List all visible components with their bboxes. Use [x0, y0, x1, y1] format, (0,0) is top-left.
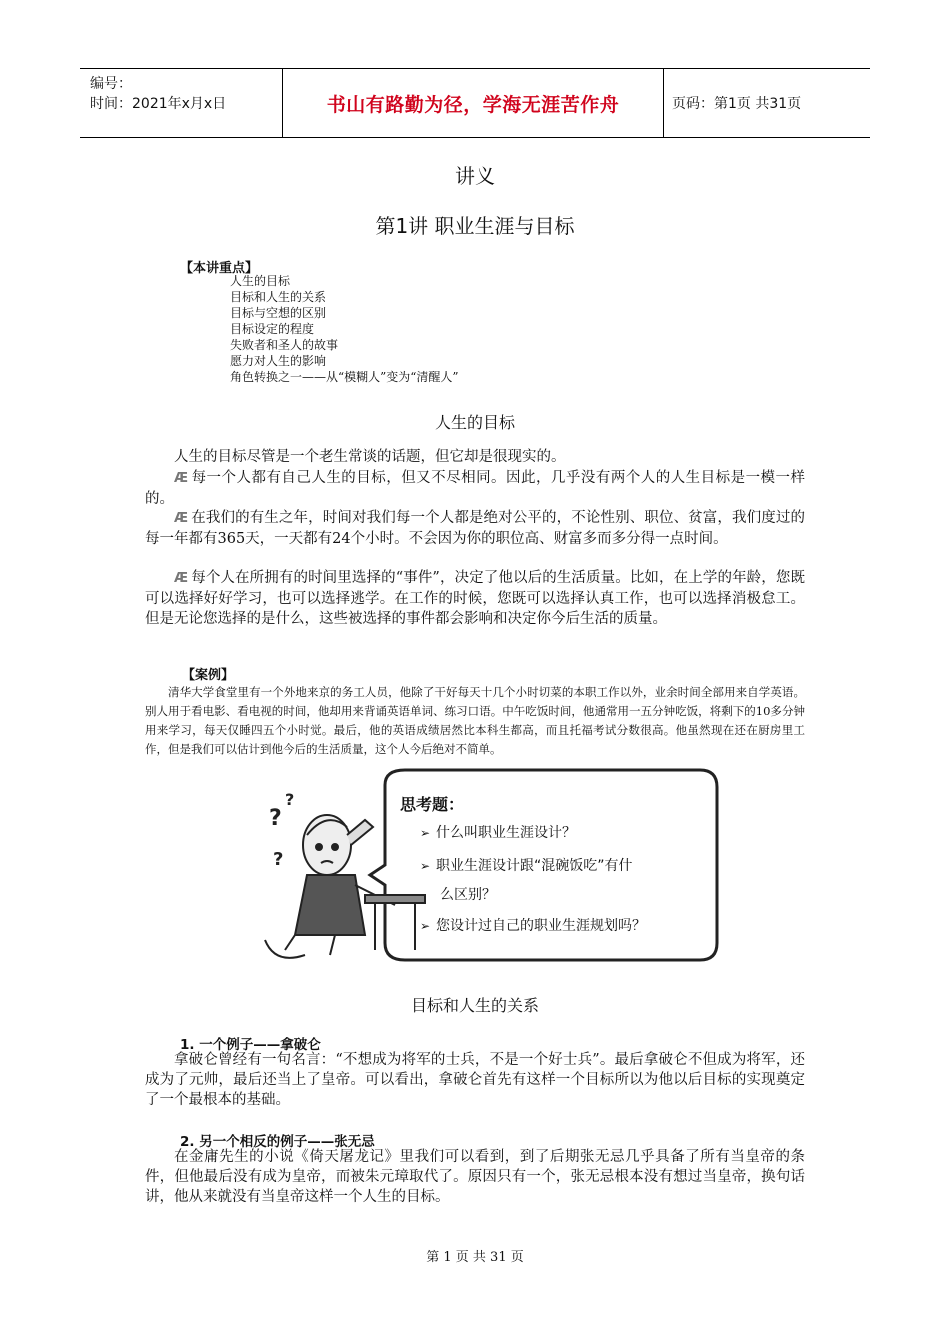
keypoint-item: 角色转换之一——从“模糊人”变为“清醒人”	[230, 370, 459, 384]
case-heading: 【案例】	[182, 668, 235, 683]
think-title: 思考题：	[400, 795, 465, 814]
think-question-cont: 么区别？	[440, 887, 496, 903]
section1-bullet	[145, 508, 805, 549]
keypoint-item: 失败者和圣人的故事	[230, 338, 339, 352]
think-question-text: 您设计过自己的职业生涯规划吗？	[436, 918, 646, 934]
bullet-glyph: Æ	[174, 471, 189, 486]
bullet-text: 每一个人都有自己人生的目标，但又不尽相同。因此，几乎没有两个人的人生目标是一模一样的。	[145, 470, 805, 507]
think-question-text: 职业生涯设计跟“混碗饭吃”有什	[436, 858, 633, 874]
page-footer: 第 1 页 共 31 页	[426, 1250, 524, 1265]
question-marks-icon	[269, 790, 294, 870]
header-motto-cell	[282, 69, 664, 137]
sub1-text: 拿破仑曾经有一句名言：“不想成为将军的士兵，不是一个好士兵”。最后拿破仑不但成为将军，还成为了元帅，最后还当上了皇帝。可以看出，拿破仑首先有这样一个目标所以为他以后目标的实现奠定了一个最根本的基础。	[145, 1052, 805, 1108]
keypoint-item: 目标和人生的关系	[230, 290, 327, 304]
svg-text:?: ?	[285, 790, 295, 809]
header-page-cell	[664, 69, 870, 137]
code-label: 编号：	[90, 76, 132, 92]
section-heading-life-goal: 人生的目标	[434, 413, 515, 432]
motto: 书山有路勤为径，学海无涯苦作舟	[326, 93, 620, 116]
document-header	[80, 68, 870, 138]
keypoints-list	[230, 273, 459, 385]
sub2-heading: 2. 另一个相反的例子——张无忌	[180, 1134, 375, 1150]
date-label: 时间：2021年x月x日	[90, 96, 227, 112]
header-meta	[80, 69, 280, 137]
page-info: 页码：第1页 共31页	[672, 96, 802, 112]
section1-intro: 人生的目标尽管是一个老生常谈的话题，但它却是很现实的。	[174, 449, 566, 465]
think-question	[420, 915, 646, 935]
case-text: 清华大学食堂里有一个外地来京的务工人员，他除了干好每天十几个小时切菜的本职工作以外，业余时间全部用来自学英语。别人用于看电影、看电视的时间，他却用来背诵英语单词、练习口语。中午吃饭时间，他通常用一五分钟吃饭，将剩下的10多分钟用来学习，每天仅睡四五个小时觉。最后，他的英语成绩居然比本科生都高，而且托福考试分数很高。他虽然现在还在厨房里工作，但是我们可以估计到他今后的生活质量，这个人今后绝对不简单。	[145, 685, 805, 756]
keypoint-item: 目标与空想的区别	[230, 306, 327, 320]
section-heading-goal-life: 目标和人生的关系	[410, 996, 539, 1015]
keypoint-item: 愿力对人生的影响	[230, 354, 327, 368]
section1-bullet	[145, 568, 805, 629]
keypoint-item: 目标设定的程度	[230, 322, 315, 336]
bullet-glyph: Æ	[174, 571, 189, 586]
sub2-text: 在金庸先生的小说《倚天屠龙记》里我们可以看到，到了后期张无忌几乎具备了所有当皇帝的条件，但他最后没有成为皇帝，而被朱元璋取代了。原因只有一个，张无忌根本没有想过当皇帝，换句话讲，他从来就没有当皇帝这样一个人生的目标。	[145, 1149, 805, 1205]
keypoints-heading: 【本讲重点】	[180, 261, 259, 276]
section1-bullet	[145, 468, 805, 509]
bullet-text: 每个人在所拥有的时间里选择的“事件”，决定了他以后的生活质量。比如，在上学的年龄，您既可以选择好好学习，也可以选择逃学。在工作的时候，您既可以选择认真工作，也可以选择消极怠工。但是无论您选择的是什么，这些被选择的事件都会影响和决定你今后生活的质量。	[145, 570, 805, 627]
keypoint-item: 人生的目标	[230, 274, 291, 288]
svg-text:?: ?	[269, 806, 282, 831]
svg-text:?: ?	[273, 849, 284, 870]
bullet-glyph: Æ	[174, 511, 189, 526]
bullet-text: 在我们的有生之年，时间对我们每一个人都是绝对公平的，不论性别、职位、贫富，我们度过的每一年都有365天，一天都有24个小时。不会因为你的职位高、财富多而多分得一点时间。	[145, 510, 805, 547]
think-question-text: 什么叫职业生涯设计？	[436, 825, 576, 841]
arrow-icon: ➢	[420, 826, 431, 840]
think-question	[420, 822, 576, 842]
think-question	[420, 855, 633, 875]
document-title: 讲义	[455, 164, 495, 188]
arrow-icon: ➢	[420, 919, 431, 933]
lesson-title: 第1讲 职业生涯与目标	[375, 214, 575, 238]
sub1-heading: 1. 一个例子——拿破仑	[180, 1037, 321, 1053]
arrow-icon: ➢	[420, 859, 431, 873]
